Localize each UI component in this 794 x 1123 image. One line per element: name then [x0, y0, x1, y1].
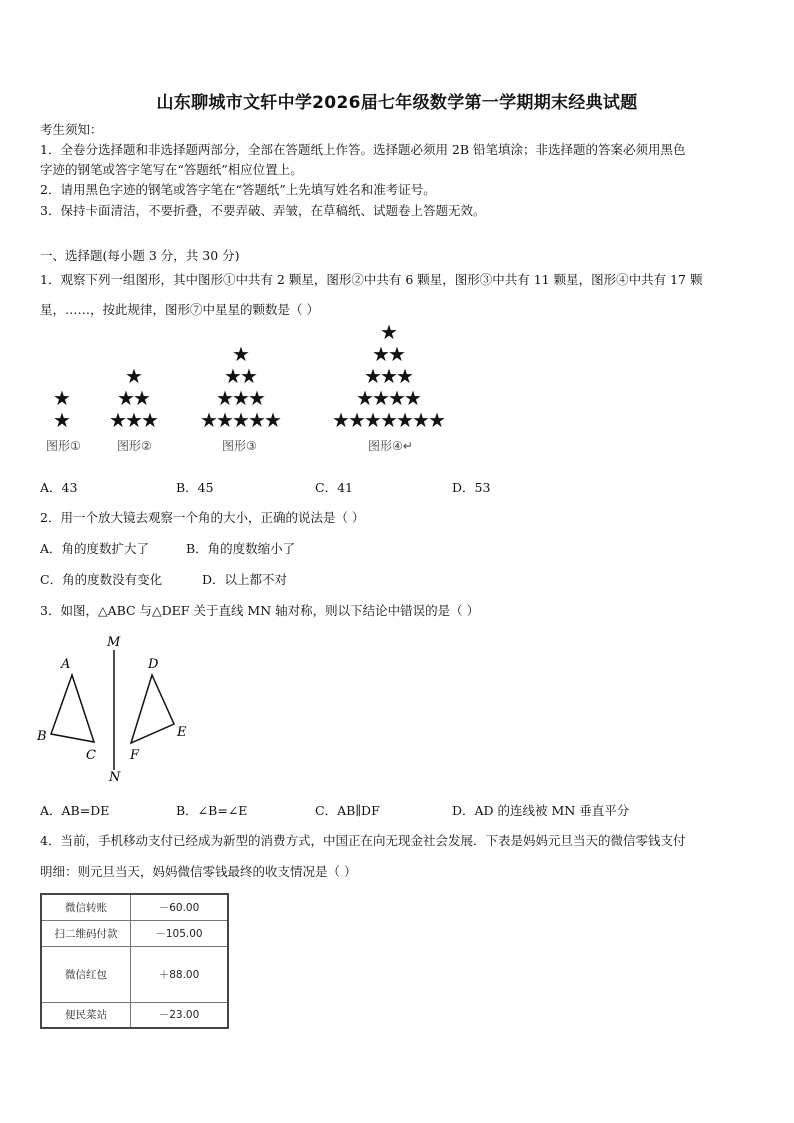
star-icon: ★	[232, 408, 250, 432]
q1-option-b[interactable]: B．45	[176, 480, 214, 495]
star-icon: ★	[248, 386, 266, 410]
notice-line-2: 字迹的钢笔或答字笔写在“答题纸”相应位置上。	[40, 162, 303, 177]
table-row	[41, 894, 228, 920]
notice-line-4: 3．保持卡面清洁，不要折叠，不要弄破、弄皱，在草稿纸、试题卷上答题无效。	[40, 203, 486, 218]
star-icon: ★	[240, 364, 258, 388]
label-m: M	[107, 635, 121, 650]
notice-heading: 考生须知：	[40, 122, 103, 137]
star-icon: ★	[53, 408, 71, 432]
notice-line-1: 1．全卷分选择题和非选择题两部分，全部在答题纸上作答。选择题必须用 2B 铅笔填涂；非选择题的答案必须用黑色	[40, 142, 686, 157]
triangle-def	[131, 675, 174, 743]
table-cell-item: 微信转账	[41, 894, 131, 920]
q3-stem: 3．如图，△ABC 与△DEF 关于直线 MN 轴对称，则以下结论中错误的是（ ）	[40, 603, 480, 618]
q1-stem-line-1: 1．观察下列一组图形，其中图形①中共有 2 颗星，图形②中共有 6 颗星，图形③中共有 11 颗星，图形④中共有 17 颗	[40, 272, 703, 287]
star-icon: ★	[372, 386, 390, 410]
table-cell-item: 微信红包	[41, 946, 131, 1002]
table-row	[41, 946, 228, 1002]
notice-line-3: 2．请用黑色字迹的钢笔或答字笔在“答题纸”上先填写姓名和准考证号。	[40, 182, 436, 197]
table-row	[41, 1002, 228, 1028]
figure-label-1: 图形①	[46, 439, 81, 453]
table-cell-amount: －23.00	[131, 1002, 229, 1028]
star-icon: ★	[372, 342, 390, 366]
star-icon: ★	[332, 408, 350, 432]
star-icon: ★	[125, 364, 143, 388]
star-icon: ★	[224, 364, 242, 388]
q1-stem-line-2: 星，……，按此规律，图形⑦中星星的颗数是（ ）	[40, 302, 319, 317]
figure-label-2: 图形②	[117, 439, 152, 453]
star-icon: ★	[380, 364, 398, 388]
star-icon: ★	[141, 408, 159, 432]
star-icon: ★	[380, 408, 398, 432]
label-c: C	[86, 748, 96, 763]
q2-option-a[interactable]: A．角的度数扩大了	[40, 541, 150, 556]
star-icon: ★	[216, 408, 234, 432]
section-heading: 一、选择题(每小题 3 分，共 30 分)	[40, 248, 240, 263]
q2-option-b[interactable]: B．角的度数缩小了	[186, 541, 296, 556]
label-e: E	[177, 725, 187, 740]
star-icon: ★	[200, 408, 218, 432]
table-cell-amount: －60.00	[131, 894, 229, 920]
label-b: B	[37, 729, 47, 744]
q2-stem: 2．用一个放大镜去观察一个角的大小，正确的说法是（ ）	[40, 510, 365, 525]
table-cell-amount: －105.00	[131, 920, 229, 946]
star-icon: ★	[216, 386, 234, 410]
star-icon: ★	[388, 342, 406, 366]
table-row	[41, 920, 228, 946]
star-icon: ★	[125, 408, 143, 432]
q4-stem-line-1: 4．当前，手机移动支付已经成为新型的消费方式，中国正在向无现金社会发展．下表是妈妈元旦当天的微信零钱支付	[40, 833, 686, 848]
star-icon: ★	[232, 386, 250, 410]
star-icon: ★	[109, 408, 127, 432]
q3-option-b[interactable]: B．∠B=∠E	[176, 803, 248, 818]
q3-option-a[interactable]: A．AB=DE	[40, 803, 110, 818]
star-icon: ★	[364, 364, 382, 388]
star-icon: ★	[404, 386, 422, 410]
star-icon: ★	[117, 386, 135, 410]
label-a: A	[61, 657, 71, 672]
label-n: N	[109, 770, 121, 785]
figure-label-4: 图形④↵	[368, 439, 413, 453]
star-icon: ★	[364, 408, 382, 432]
star-icon: ★	[380, 320, 398, 344]
wechat-payment-table	[40, 893, 229, 1029]
q3-option-d[interactable]: D．AD 的连线被 MN 垂直平分	[452, 803, 630, 818]
star-icon: ★	[264, 408, 282, 432]
page-title: 山东聊城市文轩中学2026届七年级数学第一学期期末经典试题	[156, 93, 638, 113]
q4-stem-line-2: 明细：则元旦当天，妈妈微信零钱最终的收支情况是（ ）	[40, 864, 357, 879]
q2-option-c[interactable]: C．角的度数没有变化	[40, 572, 163, 587]
star-icon: ★	[133, 386, 151, 410]
q1-option-a[interactable]: A．43	[40, 480, 78, 495]
triangle-abc	[51, 675, 94, 742]
figure-label-3: 图形③	[222, 439, 257, 453]
q3-option-c[interactable]: C．AB∥DF	[315, 803, 380, 818]
star-icon: ★	[396, 408, 414, 432]
table-cell-item: 便民菜站	[41, 1002, 131, 1028]
star-icon: ★	[356, 386, 374, 410]
label-d: D	[148, 657, 159, 672]
star-icon: ★	[232, 342, 250, 366]
label-f: F	[130, 748, 140, 763]
star-icon: ★	[412, 408, 430, 432]
star-icon: ★	[53, 386, 71, 410]
q3-symmetry-figure	[0, 628, 220, 788]
q1-option-d[interactable]: D．53	[452, 480, 491, 495]
star-icon: ★	[248, 408, 266, 432]
star-icon: ★	[428, 408, 446, 432]
table-cell-amount: ＋88.00	[131, 946, 229, 1002]
star-icon: ★	[348, 408, 366, 432]
star-icon: ★	[396, 364, 414, 388]
q1-option-c[interactable]: C．41	[315, 480, 353, 495]
star-icon: ★	[388, 386, 406, 410]
q2-option-d[interactable]: D．以上都不对	[202, 572, 288, 587]
table-cell-item: 扫二维码付款	[41, 920, 131, 946]
